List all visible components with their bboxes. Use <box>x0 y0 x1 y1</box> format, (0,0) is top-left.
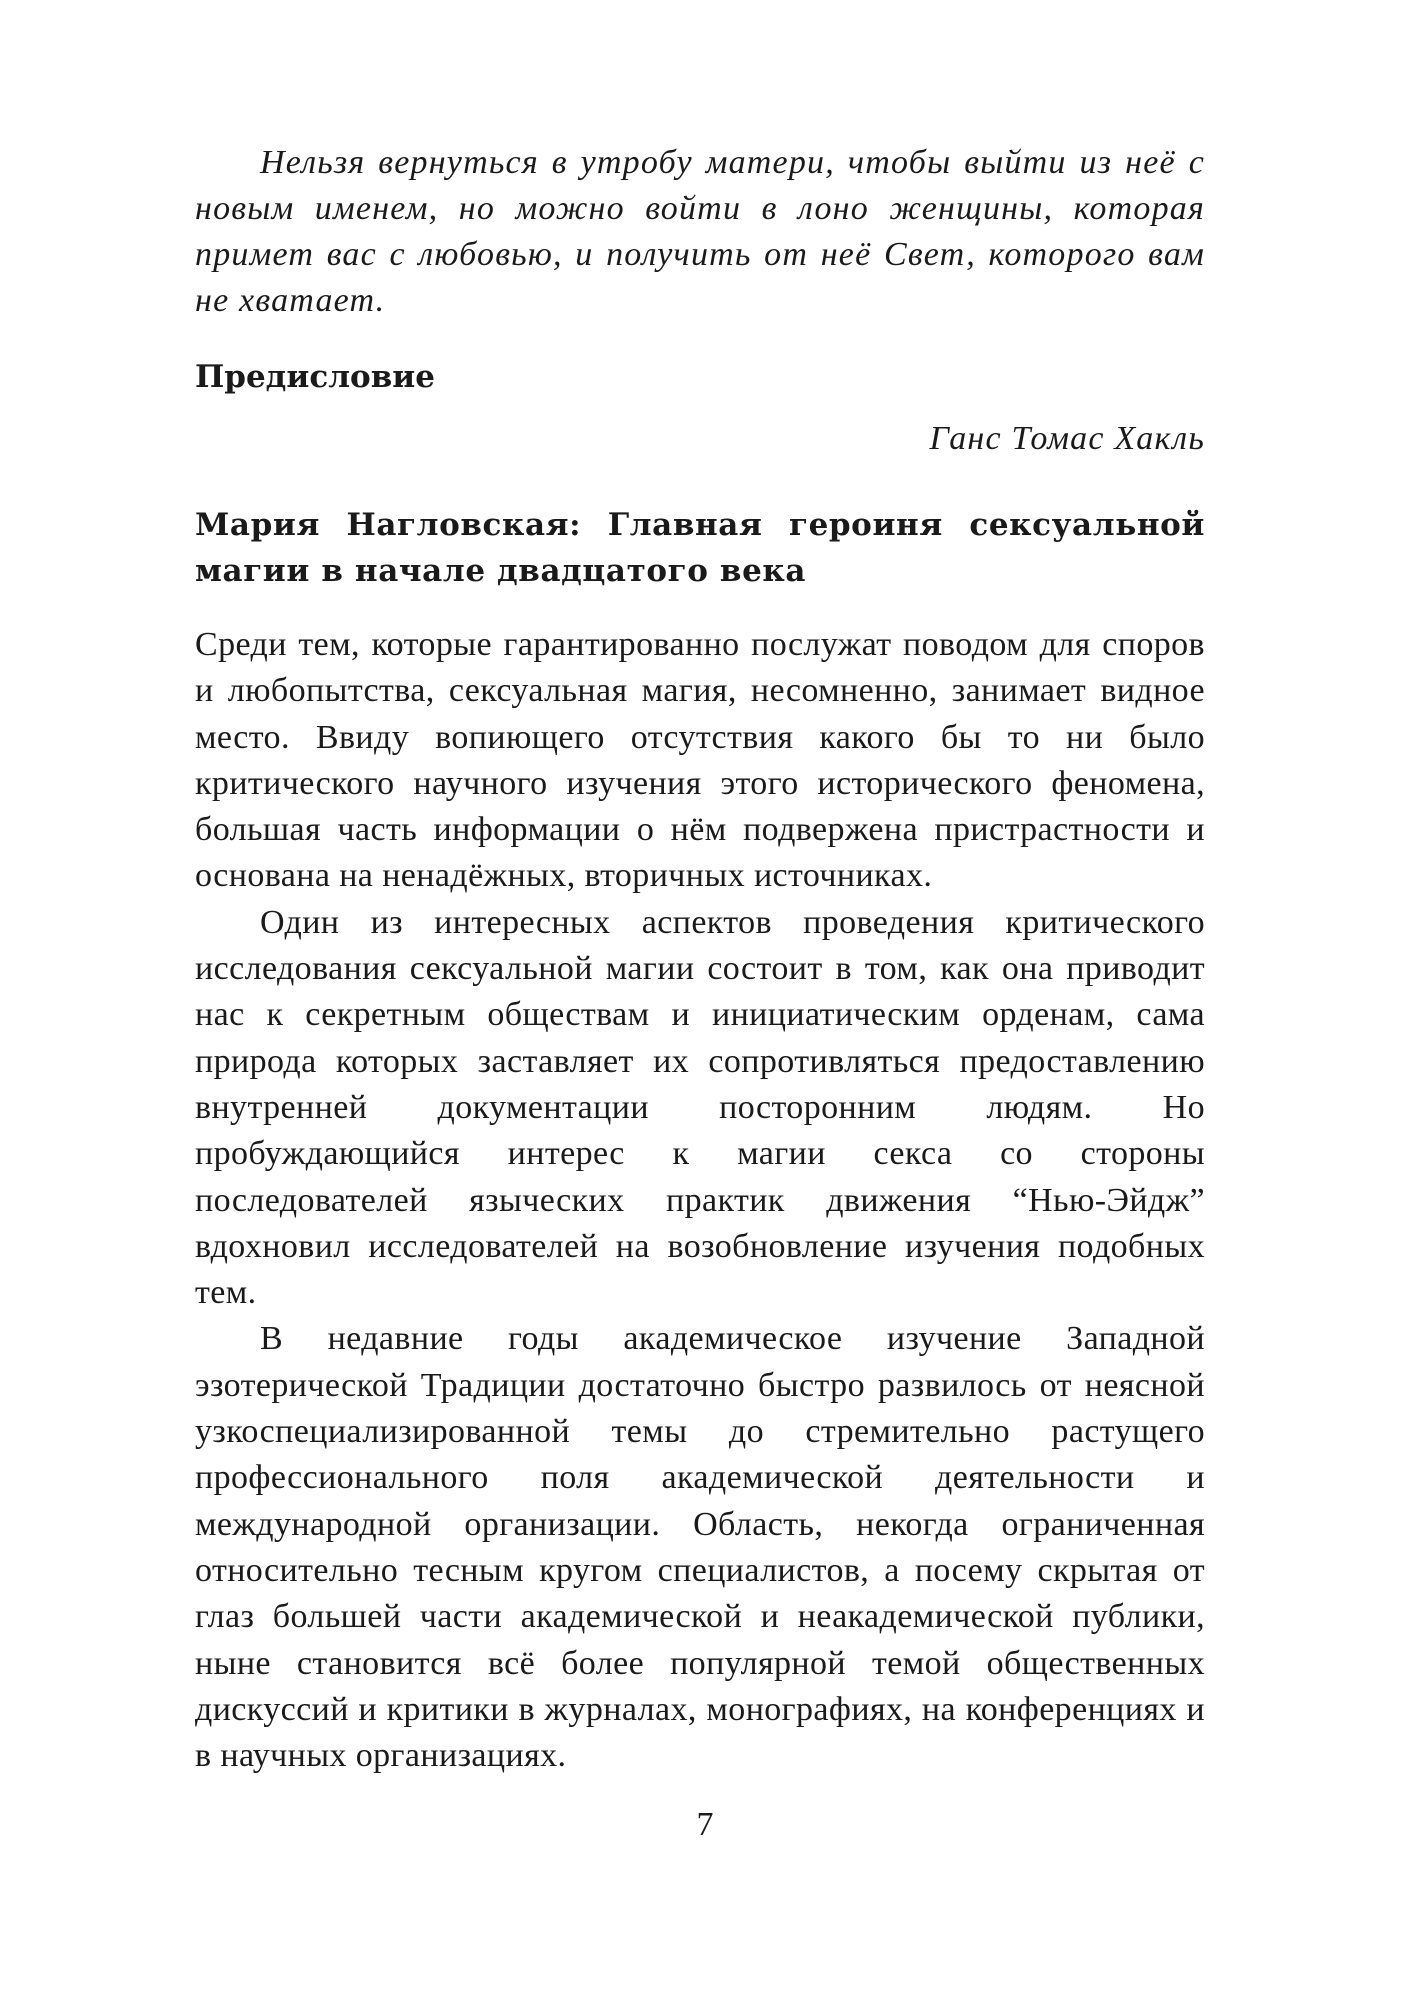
page-number: 7 <box>696 1806 714 1843</box>
paragraph-1: Среди тем, которые гарантированно послужат поводом для споров и любопытства, сексуальная магия, несомненно, занимает видное место. Ввиду вопиющего отсутствия какого бы то ни было критического научного изучения этого исторического феномена, большая часть информации о нём подвержена пристрастности и основана на ненадёжных, вторичных источниках. <box>195 626 1205 895</box>
page-body <box>195 140 1205 1779</box>
epigraph: Нельзя вернуться в утробу матери, чтобы выйти из неё с новым именем, но можно войти в лоно женщины, которая примет вас с любовью, и получить от неё Свет, которого вам не хватает. <box>195 144 1205 319</box>
author-name: Ганс Томас Хакль <box>929 420 1205 457</box>
paragraph-2: Один из интересных аспектов проведения критического исследования сексуальной магии состоит в том, как она приводит нас к секретным обществам и инициатическим орденам, сама природа которых заставляет их сопротивляться предоставлению внутренней документации посторонним людям. Но пробуждающийся интерес к магии секса со стороны последователей языческих практик движения “Нью-Эйдж” вдохновил исследователей на возобновление изучения подобных тем. <box>195 903 1205 1312</box>
chapter-title: Мария Нагловская: Главная героиня сексуальной магии в начале двадцатого века <box>195 507 1205 589</box>
section-title: Предисловие <box>195 359 435 395</box>
paragraph-3: В недавние годы академическое изучение Западной эзотерической Традиции достаточно быстро развилось от неясной узкоспециализированной темы до стремительно растущего профессионального поля академической деятельности и международной организации. Область, некогда ограниченная относительно тесным кругом специалистов, а посему скрытая от глаз большей части академической и неакадемической публики, ныне становится всё более популярной темой общественных дискуссий и критики в журналах, монографиях, на конференциях и в научных организациях. <box>195 1320 1205 1775</box>
